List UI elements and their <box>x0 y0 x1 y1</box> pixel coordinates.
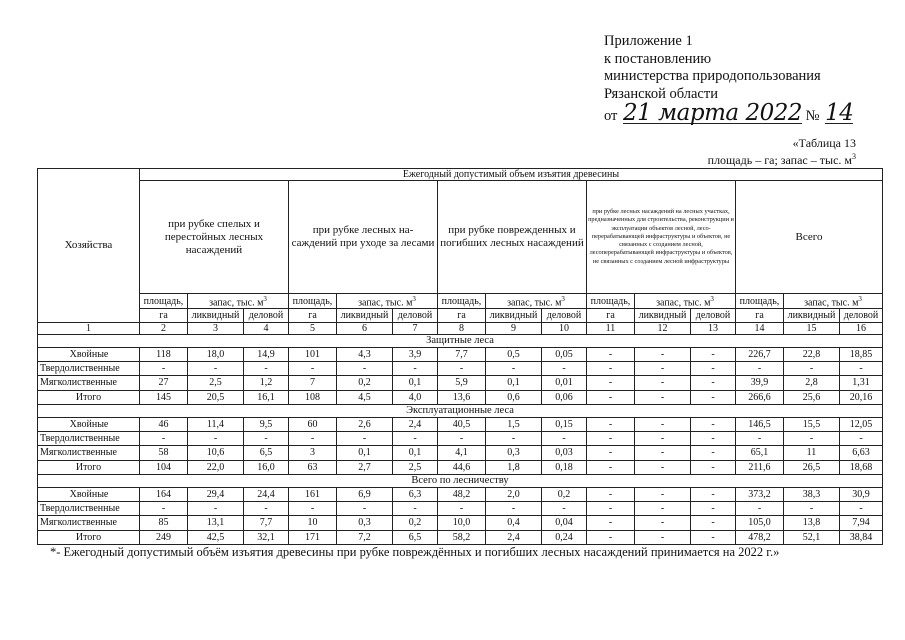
table-cell: - <box>784 362 840 376</box>
row-label: Мягколиственные <box>38 376 140 390</box>
row-label: Твердолиственные <box>38 432 140 446</box>
handwritten-date: 21 марта 2022 <box>623 100 802 126</box>
table-cell: 3,9 <box>393 347 438 361</box>
row-label: Хвойные <box>38 417 140 431</box>
table-cell: - <box>736 502 784 516</box>
table-cell: - <box>188 362 244 376</box>
table-cell: 14,9 <box>244 347 289 361</box>
table-cell: 22,0 <box>188 460 244 474</box>
table-cell: 2,8 <box>784 376 840 390</box>
header-number-label: № <box>805 108 820 124</box>
table-cell: 13,1 <box>188 516 244 530</box>
table-cell: 1,8 <box>486 460 542 474</box>
table-cell: 164 <box>140 487 188 501</box>
table-cell: 0,3 <box>337 516 393 530</box>
table-cell: 104 <box>140 460 188 474</box>
table-cell: 20,5 <box>188 390 244 404</box>
table-cell: 6,5 <box>393 530 438 544</box>
table-cell: 478,2 <box>736 530 784 544</box>
section-title: Всего по лесничеству <box>38 474 883 487</box>
table-cell: 12,05 <box>840 417 883 431</box>
table-cell: 52,1 <box>784 530 840 544</box>
table-cell: 0,2 <box>542 487 587 501</box>
table-cell: - <box>736 432 784 446</box>
table-cell: 0,1 <box>393 376 438 390</box>
table-cell: 0,2 <box>393 516 438 530</box>
table-cell: 38,3 <box>784 487 840 501</box>
row-label: Итого <box>38 390 140 404</box>
table-cell: - <box>635 516 691 530</box>
table-cell: - <box>736 362 784 376</box>
table-cell: 373,2 <box>736 487 784 501</box>
table-cell: - <box>635 362 691 376</box>
table-cell: - <box>337 432 393 446</box>
table-cell: - <box>244 502 289 516</box>
table-cell: 4,3 <box>337 347 393 361</box>
table-cell: 0,1 <box>337 446 393 460</box>
table-cell: - <box>244 362 289 376</box>
table-cell: - <box>840 362 883 376</box>
column-number: 5 <box>289 322 337 334</box>
business-header: деловой <box>840 309 883 322</box>
area-unit: га <box>587 309 635 322</box>
table-cell: 7,94 <box>840 516 883 530</box>
table-cell: 0,4 <box>486 516 542 530</box>
table-cell: 20,16 <box>840 390 883 404</box>
table-cell: - <box>393 432 438 446</box>
table-cell: 18,85 <box>840 347 883 361</box>
table-cell: - <box>784 502 840 516</box>
table-cell: 101 <box>289 347 337 361</box>
table-cell: 161 <box>289 487 337 501</box>
table-cell: - <box>587 362 635 376</box>
table-row <box>38 376 883 390</box>
table-cell: 58,2 <box>438 530 486 544</box>
table-cell: 15,5 <box>784 417 840 431</box>
table-cell: - <box>289 362 337 376</box>
table-cell: - <box>691 502 736 516</box>
table-cell: - <box>587 502 635 516</box>
group-thinning-felling: при рубке лесных на-саждений при уходе за лесами <box>289 181 438 294</box>
table-cell: - <box>691 390 736 404</box>
table-cell: - <box>635 487 691 501</box>
header-date-line <box>604 100 854 126</box>
table-cell: 16,1 <box>244 390 289 404</box>
column-number: 7 <box>393 322 438 334</box>
table-cell: 7,2 <box>337 530 393 544</box>
table-cell: 266,6 <box>736 390 784 404</box>
table-cell: 108 <box>289 390 337 404</box>
stock-header: запас, тыс. $м^3$ <box>337 293 438 309</box>
table-cell: 226,7 <box>736 347 784 361</box>
table-cell: 171 <box>289 530 337 544</box>
table-cell: - <box>438 362 486 376</box>
table-cell: 105,0 <box>736 516 784 530</box>
table-cell: - <box>635 417 691 431</box>
row-label: Твердолиственные <box>38 362 140 376</box>
area-header: площадь, <box>140 293 188 309</box>
area-header: площадь, <box>736 293 784 309</box>
table-cell: 11,4 <box>188 417 244 431</box>
table-cell: - <box>635 502 691 516</box>
table-cell: - <box>438 502 486 516</box>
group-mature-felling: при рубке спелых и перестойных лесных насаждений <box>140 181 289 294</box>
table-cell: - <box>587 487 635 501</box>
section-title: Эксплуатационные леса <box>38 404 883 417</box>
table-cell: - <box>587 530 635 544</box>
table-cell: 0,5 <box>486 347 542 361</box>
table-cell: 18,0 <box>188 347 244 361</box>
column-number: 3 <box>188 322 244 334</box>
table-cell: 44,6 <box>438 460 486 474</box>
table-cell: 27 <box>140 376 188 390</box>
table-cell: 0,1 <box>393 446 438 460</box>
column-number: 14 <box>736 322 784 334</box>
table-cell: 1,5 <box>486 417 542 431</box>
table-cell: - <box>635 347 691 361</box>
group-construction-felling: при рубке лесных насаждений на лесных участках, предназначенных для строительства, реконструкции и эксплуатации объектов лесной, лесо-перерабатывающей инфраструктуры и объектов, не связанных с созданием лесной, лесоперерабатывающей инфраструктуры и объектов, не связанных с созданием лесной инфраструктуры <box>587 181 736 294</box>
table-cell: 24,4 <box>244 487 289 501</box>
business-header: деловой <box>542 309 587 322</box>
table-cell: 13,6 <box>438 390 486 404</box>
table-row <box>38 516 883 530</box>
table-cell: 7,7 <box>244 516 289 530</box>
table-cell: - <box>635 460 691 474</box>
handwritten-number: 14 <box>825 100 854 126</box>
table-row <box>38 460 883 474</box>
table-cell: 18,68 <box>840 460 883 474</box>
liquid-header: ликвидный <box>188 309 244 322</box>
table-caption <box>708 137 856 167</box>
column-number: 4 <box>244 322 289 334</box>
table-cell: - <box>393 502 438 516</box>
header-line-resolution: к постановлению <box>604 50 712 67</box>
table-cell: - <box>691 362 736 376</box>
business-header: деловой <box>691 309 736 322</box>
table-cell: 118 <box>140 347 188 361</box>
table-cell: 6,3 <box>393 487 438 501</box>
table-row <box>38 432 883 446</box>
column-number: 16 <box>840 322 883 334</box>
table-row <box>38 446 883 460</box>
table-cell: 211,6 <box>736 460 784 474</box>
table-cell: 58 <box>140 446 188 460</box>
table-cell: 6,5 <box>244 446 289 460</box>
table-cell: 4,5 <box>337 390 393 404</box>
column-number: 2 <box>140 322 188 334</box>
table-cell: 0,06 <box>542 390 587 404</box>
section-row <box>38 404 883 417</box>
table-cell: - <box>188 432 244 446</box>
area-unit: га <box>289 309 337 322</box>
table-cell: 0,15 <box>542 417 587 431</box>
stock-header: запас, тыс. $м^3$ <box>784 293 883 309</box>
liquid-header: ликвидный <box>337 309 393 322</box>
table-row <box>38 347 883 361</box>
table-cell: 1,2 <box>244 376 289 390</box>
table-cell: - <box>635 432 691 446</box>
business-header: деловой <box>393 309 438 322</box>
table-cell: - <box>635 390 691 404</box>
table-cell: 38,84 <box>840 530 883 544</box>
column-number: 11 <box>587 322 635 334</box>
harvest-volume-table <box>37 168 883 545</box>
row-label: Мягколиственные <box>38 446 140 460</box>
row-label: Итого <box>38 530 140 544</box>
table-cell: 2,0 <box>486 487 542 501</box>
table-row <box>38 502 883 516</box>
table-cell: - <box>486 502 542 516</box>
table-cell: - <box>542 502 587 516</box>
table-cell: 26,5 <box>784 460 840 474</box>
row-label: Итого <box>38 460 140 474</box>
row-label: Мягколиственные <box>38 516 140 530</box>
table-cell: - <box>337 362 393 376</box>
table-cell: - <box>587 347 635 361</box>
table-cell: 0,2 <box>337 376 393 390</box>
table-cell: - <box>587 417 635 431</box>
table-cell: 48,2 <box>438 487 486 501</box>
table-cell: 2,6 <box>337 417 393 431</box>
table-cell: 0,01 <box>542 376 587 390</box>
table-cell: 2,4 <box>486 530 542 544</box>
table-cell: 6,63 <box>840 446 883 460</box>
table-cell: 145 <box>140 390 188 404</box>
stock-header: запас, тыс. $м^3$ <box>486 293 587 309</box>
table-cell: 85 <box>140 516 188 530</box>
column-number: 10 <box>542 322 587 334</box>
table-cell: 32,1 <box>244 530 289 544</box>
table-cell: 11 <box>784 446 840 460</box>
table-cell: 13,8 <box>784 516 840 530</box>
table-cell: 4,1 <box>438 446 486 460</box>
table-cell: - <box>635 446 691 460</box>
table-row <box>38 417 883 431</box>
table-cell: 46 <box>140 417 188 431</box>
header-line-appendix: Приложение 1 <box>604 33 693 49</box>
table-cell: 0,03 <box>542 446 587 460</box>
table-cell: - <box>542 362 587 376</box>
table-cell: 0,1 <box>486 376 542 390</box>
column-number: 12 <box>635 322 691 334</box>
column-number: 8 <box>438 322 486 334</box>
area-unit: га <box>438 309 486 322</box>
farms-column-header: Хозяйства <box>38 169 140 323</box>
liquid-header: ликвидный <box>635 309 691 322</box>
table-row <box>38 530 883 544</box>
table-cell: 25,6 <box>784 390 840 404</box>
table-cell: - <box>691 432 736 446</box>
table-cell: 10,0 <box>438 516 486 530</box>
table-cell: - <box>140 432 188 446</box>
table-cell: 22,8 <box>784 347 840 361</box>
table-cell: - <box>289 502 337 516</box>
table-row <box>38 487 883 501</box>
table-cell: 1,31 <box>840 376 883 390</box>
table-cell: - <box>244 432 289 446</box>
table-cell: - <box>691 347 736 361</box>
table-cell: - <box>587 390 635 404</box>
area-unit: га <box>140 309 188 322</box>
table-cell: 9,5 <box>244 417 289 431</box>
table-cell: - <box>691 376 736 390</box>
stock-header: запас, тыс. $м^3$ <box>635 293 736 309</box>
table-cell: 4,0 <box>393 390 438 404</box>
area-unit: га <box>736 309 784 322</box>
table-cell: 16,0 <box>244 460 289 474</box>
table-cell: 65,1 <box>736 446 784 460</box>
table-cell: 2,4 <box>393 417 438 431</box>
liquid-header: ликвидный <box>486 309 542 322</box>
table-cell: 42,5 <box>188 530 244 544</box>
table-cell: - <box>486 432 542 446</box>
table-cell: 60 <box>289 417 337 431</box>
table-cell: - <box>691 530 736 544</box>
table-cell: - <box>542 432 587 446</box>
table-cell: 5,9 <box>438 376 486 390</box>
business-header: деловой <box>244 309 289 322</box>
section-row <box>38 334 883 347</box>
table-cell: 0,18 <box>542 460 587 474</box>
column-number: 6 <box>337 322 393 334</box>
table-cell: - <box>691 446 736 460</box>
table-cell: - <box>587 376 635 390</box>
table-cell: 10,6 <box>188 446 244 460</box>
table-cell: - <box>587 432 635 446</box>
section-row <box>38 474 883 487</box>
row-label: Хвойные <box>38 487 140 501</box>
table-cell: - <box>587 516 635 530</box>
group-damaged-felling: при рубке поврежденных и погибших лесных насаждений <box>438 181 587 294</box>
table-cell: 29,4 <box>188 487 244 501</box>
table-cell: - <box>587 460 635 474</box>
header-from-label: от <box>604 108 618 124</box>
area-header: площадь, <box>587 293 635 309</box>
header-line-region: Рязанской области <box>604 85 718 102</box>
table-cell: 7 <box>289 376 337 390</box>
column-number: 13 <box>691 322 736 334</box>
table-cell: - <box>840 502 883 516</box>
table-cell: - <box>691 417 736 431</box>
table-cell: - <box>289 432 337 446</box>
table-cell: 249 <box>140 530 188 544</box>
area-header: площадь, <box>289 293 337 309</box>
table-cell: 146,5 <box>736 417 784 431</box>
table-body <box>38 169 883 545</box>
header-line-ministry: министерства природопользования <box>604 68 821 84</box>
table-cell: 63 <box>289 460 337 474</box>
table-cell: 2,5 <box>393 460 438 474</box>
annual-harvest-group-header: Ежегодный допустимый объем изъятия древесины <box>140 169 883 181</box>
table-cell: - <box>691 516 736 530</box>
document-header <box>604 33 853 126</box>
table-cell: 7,7 <box>438 347 486 361</box>
table-cell: - <box>486 362 542 376</box>
table-cell: - <box>438 432 486 446</box>
table-cell: 10 <box>289 516 337 530</box>
table-cell: - <box>691 487 736 501</box>
table-cell: 2,5 <box>188 376 244 390</box>
section-title: Защитные леса <box>38 334 883 347</box>
footnote: *- Ежегодный допустимый объём изъятия древесины при рубке повреждённых и погибших лесных насаждений принимается на 2022 г.» <box>50 545 780 559</box>
table-cell: - <box>337 502 393 516</box>
table-units: площадь – га; запас – тыс. $м^3$ <box>707 152 856 167</box>
liquid-header: ликвидный <box>784 309 840 322</box>
table-cell: 0,24 <box>542 530 587 544</box>
table-cell: 39,9 <box>736 376 784 390</box>
table-cell: 40,5 <box>438 417 486 431</box>
area-header: площадь, <box>438 293 486 309</box>
column-number: 1 <box>38 322 140 334</box>
table-cell: - <box>140 502 188 516</box>
table-row <box>38 362 883 376</box>
table-cell: - <box>691 460 736 474</box>
group-total: Всего <box>736 181 883 294</box>
table-cell: - <box>784 432 840 446</box>
table-cell: 6,9 <box>337 487 393 501</box>
column-number: 15 <box>784 322 840 334</box>
table-cell: 30,9 <box>840 487 883 501</box>
table-cell: - <box>635 376 691 390</box>
table-cell: - <box>188 502 244 516</box>
table-cell: 0,04 <box>542 516 587 530</box>
table-cell: 2,7 <box>337 460 393 474</box>
table-cell: - <box>393 362 438 376</box>
table-cell: - <box>840 432 883 446</box>
table-title: «Таблица 13 <box>792 136 856 150</box>
table-cell: - <box>635 530 691 544</box>
row-label: Хвойные <box>38 347 140 361</box>
row-label: Твердолиственные <box>38 502 140 516</box>
stock-header: запас, тыс. $м^3$ <box>188 293 289 309</box>
table-row <box>38 390 883 404</box>
table-cell: 0,3 <box>486 446 542 460</box>
column-number: 9 <box>486 322 542 334</box>
table-cell: - <box>587 446 635 460</box>
table-cell: 0,6 <box>486 390 542 404</box>
table-cell: 3 <box>289 446 337 460</box>
table-cell: 0,05 <box>542 347 587 361</box>
table-cell: - <box>140 362 188 376</box>
